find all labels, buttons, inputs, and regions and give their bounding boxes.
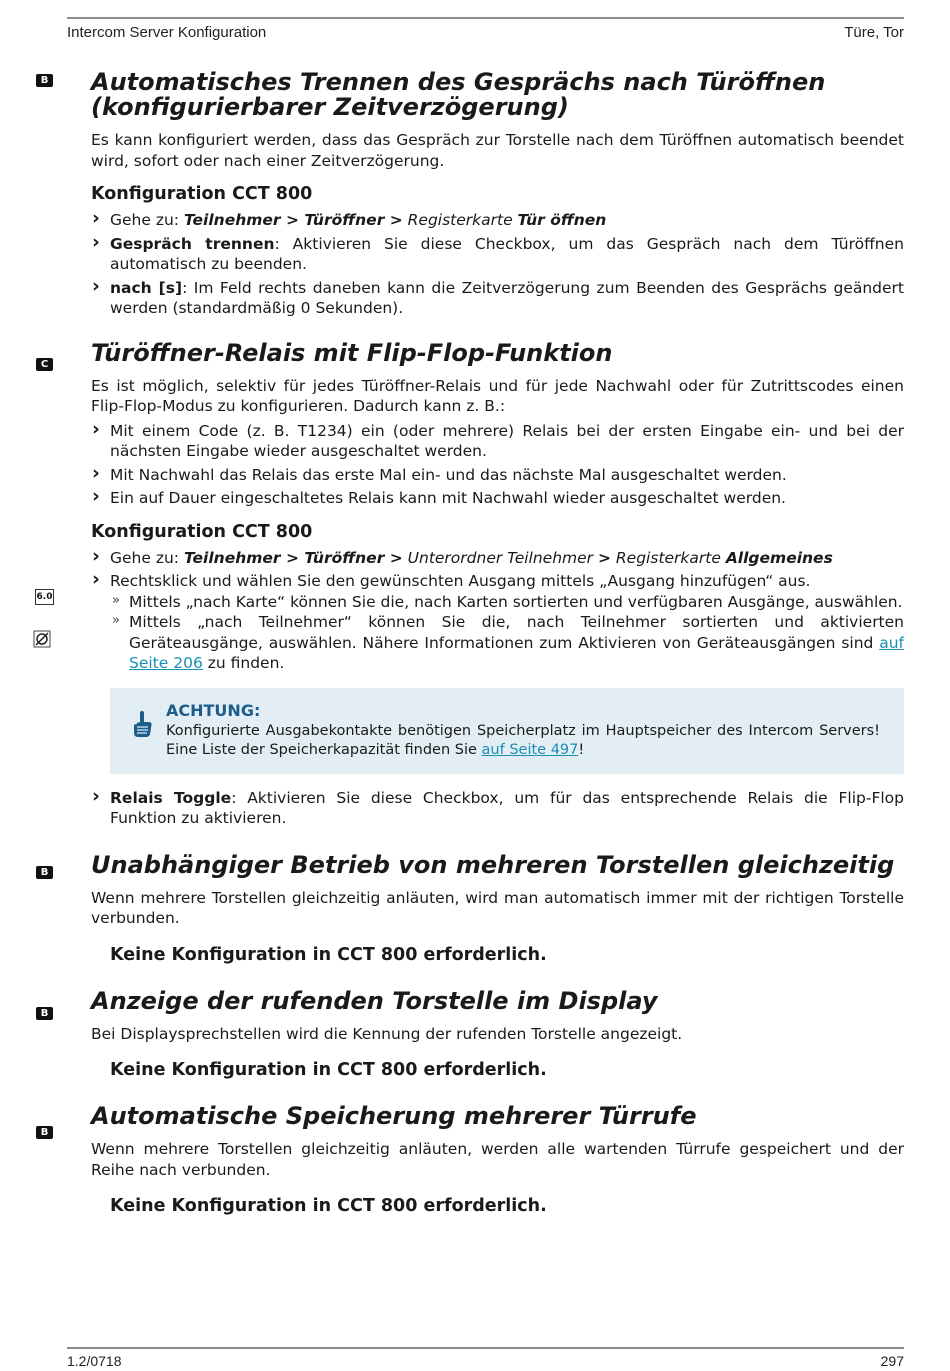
list-item: › Mit Nachwahl das Relais das erste Mal ein- und das nächste Mal ausgeschaltet werden.: [91, 465, 904, 486]
section-intro: Wenn mehrere Torstellen gleichzeitig anläuten, wird man automatisch immer mit der richtigen Torstelle verbunden.: [91, 888, 904, 927]
config-step-goto: › Gehe zu: Teilnehmer > Türöffner > Unterordner Teilnehmer > Registerkarte Allgemeines: [91, 548, 904, 569]
version-badge: 6.0: [35, 589, 54, 605]
config-steps: [91, 788, 904, 829]
config-steps: [91, 548, 904, 674]
config-heading: Konfiguration CCT 800: [91, 184, 313, 204]
config-step-add-output: › Rechtsklick und wählen Sie den gewünschten Ausgang mittels „Ausgang hinzufügen“ aus. » Mittels „nach Karte“ können Sie die, nach Karten sortierten und verfügbaren Ausgänge, auswählen. » Mittels „nach Teilnehmer“ können Sie die, nach Teilnehmer sortierten und aktivierten Geräteausgänge, auswählen. Nähere Informationen zum Aktivieren von Geräteausgängen sind auf Seite 206 zu finden.: [91, 571, 904, 674]
config-step-disconnect: › Gespräch trennen: Aktivieren Sie diese Checkbox, um das Gespräch nach dem Türöffnen automatisch zu beenden.: [91, 234, 904, 275]
flip-flop-examples: [91, 421, 904, 509]
header-rule: [67, 17, 904, 19]
section-title-flip-flop: Türöffner-Relais mit Flip-Flop-Funktion: [91, 338, 613, 367]
list-item: › Ein auf Dauer eingeschaltetes Relais kann mit Nachwahl wieder ausgeschaltet werden.: [91, 488, 904, 509]
badge-b-section5: B: [36, 1126, 53, 1139]
header-document-title: Intercom Server Konfiguration: [67, 24, 267, 41]
no-config-note: Keine Konfiguration in CCT 800 erforderlich.: [110, 1060, 547, 1080]
page-reference-link[interactable]: auf Seite 497: [481, 741, 579, 758]
badge-b-section1: B: [36, 74, 53, 87]
section-intro: Es kann konfiguriert werden, dass das Gespräch zur Torstelle nach dem Türöffnen automatisch beendet wird, sofort oder nach einer Zeitverzögerung.: [91, 131, 904, 170]
pointing-hand-icon: [130, 710, 154, 738]
badge-c-section2: C: [36, 358, 53, 371]
not-supported-icon: [33, 630, 51, 648]
no-config-note: Keine Konfiguration in CCT 800 erforderlich.: [110, 944, 547, 965]
note-text: Konfigurierte Ausgabekontakte benötigen Speicherplatz im Hauptspeicher des Intercom Servers! Eine Liste der Speicherkapazität finden Sie auf Seite 497!: [166, 722, 880, 758]
footer-rule: [67, 1347, 904, 1349]
config-heading: Konfiguration CCT 800: [91, 521, 313, 542]
badge-b-section4: B: [36, 1007, 53, 1020]
warning-note: [110, 688, 904, 774]
section-intro: Wenn mehrere Torstellen gleichzeitig anläuten, werden alle wartenden Türrufe gespeichert und der Reihe nach verbunden.: [91, 1140, 904, 1179]
page-content: [91, 70, 904, 1216]
header-chapter: Türe, Tor: [844, 24, 904, 41]
section-title-call-storage: Automatische Speicherung mehrerer Türrufe: [91, 1102, 697, 1130]
config-step-delay: › nach [s]: Im Feld rechts daneben kann die Zeitverzögerung zum Beenden des Gesprächs geändert werden (standardmäßig 0 Sekunden).: [91, 278, 904, 319]
section-intro: Bei Displaysprechstellen wird die Kennung der rufenden Torstelle angezeigt.: [91, 1024, 683, 1043]
config-steps: [91, 210, 904, 319]
output-options: [110, 592, 904, 674]
config-step-goto: › Gehe zu: Teilnehmer > Türöffner > Registerkarte Tür öffnen: [91, 210, 904, 231]
page-reference-link[interactable]: auf Seite 206: [129, 633, 904, 672]
section-intro: Es ist möglich, selektiv für jedes Türöffner-Relais und für jede Nachwahl oder für Zutrittscodes einen Flip-Flop-Modus zu konfigurieren. Dadurch kann z. B.:: [91, 376, 904, 415]
no-config-note: Keine Konfiguration in CCT 800 erforderlich.: [110, 1196, 547, 1216]
footer-version: 1.2/0718: [67, 1353, 122, 1369]
page-number: 297: [880, 1353, 904, 1369]
option-by-card: » Mittels „nach Karte“ können Sie die, nach Karten sortierten und verfügbaren Ausgänge, auswählen.: [110, 592, 904, 613]
note-title: ACHTUNG:: [166, 700, 261, 720]
section-title-auto-disconnect: Automatisches Trennen des Gesprächs nach Türöffnen (konfigurierbarer Zeitverzögerung): [91, 68, 826, 121]
section-title-independent-operation: Unabhängiger Betrieb von mehreren Torstellen gleichzeitig: [91, 850, 895, 879]
section-title-caller-display: Anzeige der rufenden Torstelle im Display: [91, 986, 658, 1015]
badge-b-section3: B: [36, 866, 53, 879]
option-by-subscriber: » Mittels „nach Teilnehmer“ können Sie die, nach Teilnehmer sortierten und aktivierten Geräteausgänge, auswählen. Nähere Informationen zum Aktivieren von Geräteausgängen sind auf Seite 206 zu finden.: [110, 612, 904, 674]
config-step-relay-toggle: › Relais Toggle: Aktivieren Sie diese Checkbox, um für das entsprechende Relais die Flip-Flop Funktion zu aktivieren.: [91, 788, 904, 829]
list-item: › Mit einem Code (z. B. T1234) ein (oder mehrere) Relais bei der ersten Eingabe ein- und bei der nächsten Eingabe wieder ausgeschaltet werden.: [91, 421, 904, 462]
